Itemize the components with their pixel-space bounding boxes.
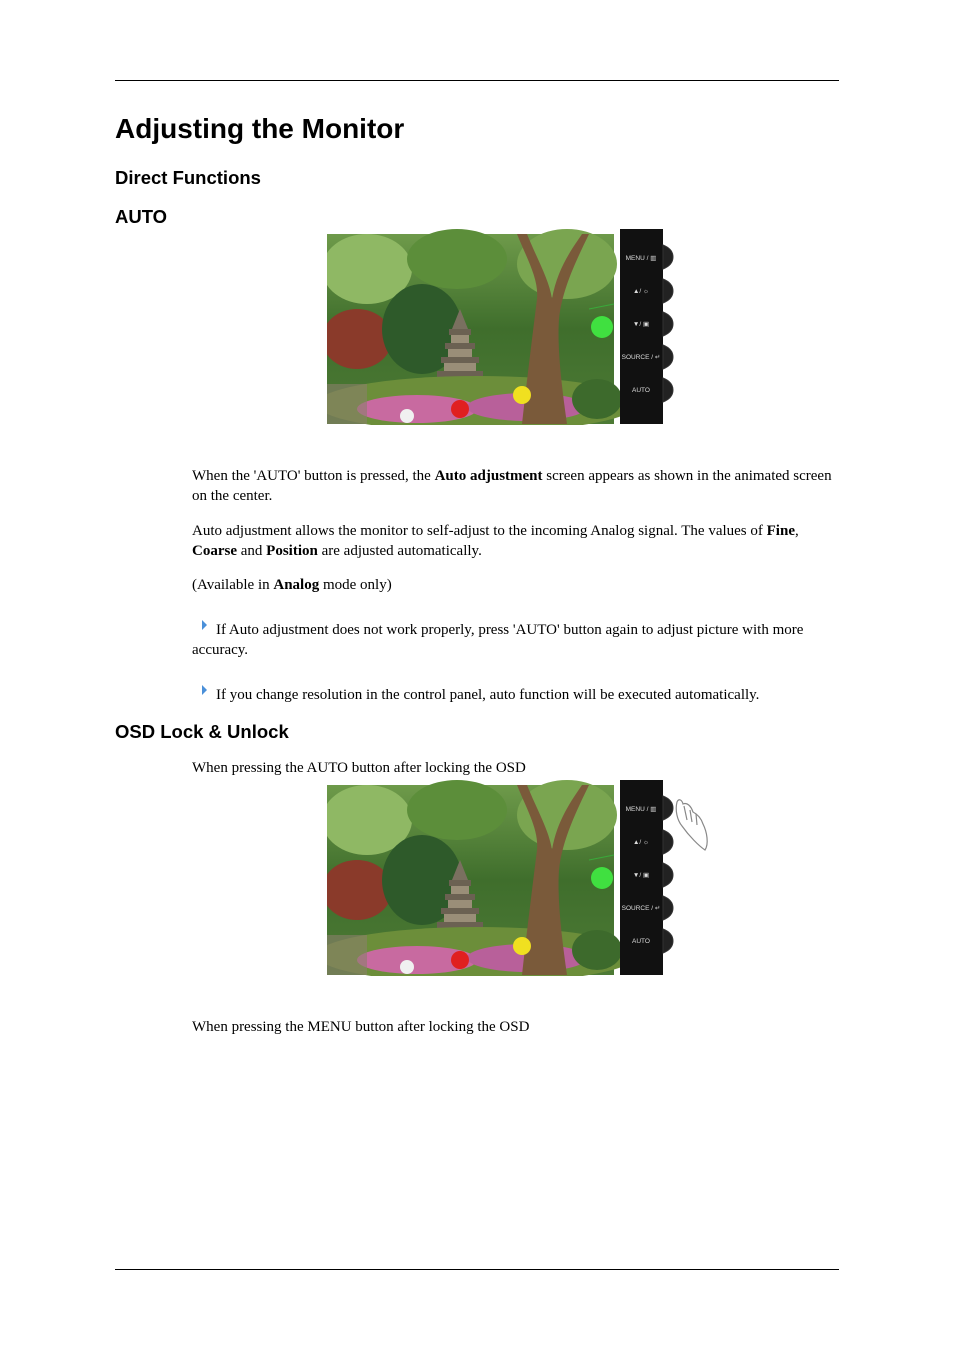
osd-paragraph-1: When pressing the AUTO button after locking the OSD — [192, 760, 526, 776]
section-heading-auto: AUTO — [115, 206, 168, 227]
top-rule — [115, 80, 839, 81]
panel-button-up: ▲/ ☼ — [632, 288, 650, 295]
bottom-rule — [115, 1269, 839, 1270]
auto-note-2: If you change resolution in the control panel, auto function will be executed automatically. — [192, 685, 839, 706]
auto-figure — [327, 229, 687, 425]
panel-button-menu: MENU / ▥ — [625, 255, 657, 262]
panel-button-source: SOURCE / ↵ — [621, 905, 661, 912]
page-title: Adjusting the Monitor — [115, 113, 405, 144]
panel-button-source: SOURCE / ↵ — [621, 354, 661, 361]
section-heading-direct-functions: Direct Functions — [115, 167, 261, 188]
panel-button-down: ▼/ ▣ — [632, 872, 650, 879]
landscape-photo — [327, 229, 637, 425]
panel-button-down: ▼/ ▣ — [632, 321, 650, 328]
note-arrow-icon — [202, 685, 207, 695]
osd-lock-figure — [327, 780, 687, 976]
panel-button-menu: MENU / ▥ — [625, 806, 657, 813]
section-heading-osd-lock: OSD Lock & Unlock — [115, 721, 289, 742]
auto-note-1: If Auto adjustment does not work properly, press 'AUTO' button again to adjust picture with more accuracy. — [192, 622, 804, 658]
note-arrow-icon — [202, 620, 207, 630]
osd-paragraph-2: When pressing the MENU button after locking the OSD — [192, 1019, 530, 1035]
panel-button-up: ▲/ ☼ — [632, 839, 650, 846]
monitor-control-panel — [620, 780, 673, 975]
monitor-control-panel — [620, 229, 673, 424]
auto-paragraph-3: (Available in Analog mode only) — [192, 577, 392, 593]
pressing-hand-icon — [676, 800, 707, 850]
panel-button-auto: AUTO — [632, 387, 650, 394]
auto-paragraph-1: When the 'AUTO' button is pressed, the Auto adjustment screen appears as shown in the animated screen on the center. — [192, 468, 832, 504]
panel-button-auto: AUTO — [632, 938, 650, 945]
auto-paragraph-2: Auto adjustment allows the monitor to self-adjust to the incoming Analog signal. The values of Fine, Coarse and Position are adjusted automatically. — [192, 523, 799, 559]
landscape-photo — [327, 780, 637, 976]
